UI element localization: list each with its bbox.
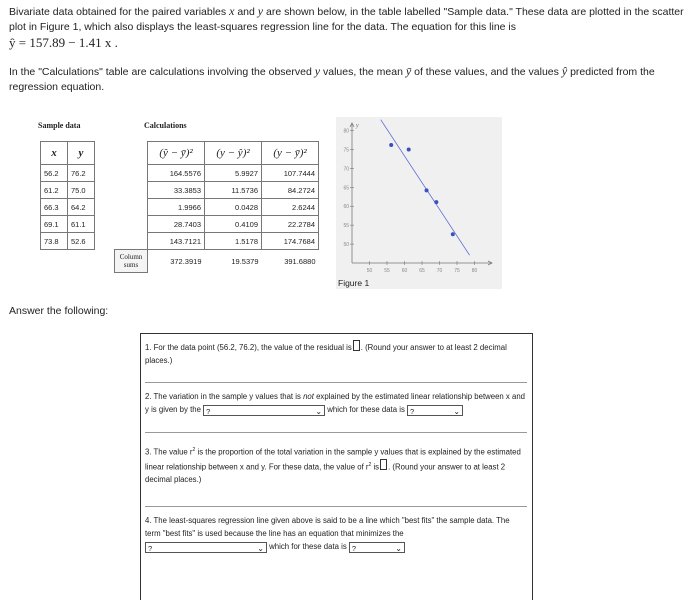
y-tick-label: 50 [343,242,349,249]
y-tick-label: 70 [343,166,349,173]
y-tick-label: 60 [343,204,349,211]
para2-y: y [314,64,321,78]
cell: 73.8 [41,233,68,250]
chevron-down-icon: ⌄ [395,544,402,553]
cell: 11.5736 [205,182,262,199]
x-tick-label: 60 [401,268,408,274]
cell: 66.3 [41,199,68,216]
cell: 143.7121 [148,233,205,250]
table-row [115,182,319,199]
y-tick-label: 65 [343,185,349,192]
figure-caption: Figure 1 [338,278,370,288]
column-sums-label: Column sums [115,250,148,273]
divider [145,432,527,433]
x-tick-label: 50 [366,268,373,274]
sample-data-title: Sample data [38,121,81,130]
divider [145,506,527,507]
table-row [41,165,95,182]
cell: 61.1 [68,216,95,233]
data-point [425,188,429,192]
sample-header-y: y [68,142,95,165]
cell: 69.1 [41,216,68,233]
cell: 64.2 [68,199,95,216]
table-row [41,182,95,199]
x-tick-label: 55 [384,268,390,274]
cell: 1.9966 [148,199,205,216]
cell: 84.2724 [262,182,319,199]
scatter-plot [336,117,502,277]
cell: 0.0428 [205,199,262,216]
cell: 33.3853 [148,182,205,199]
cell: 76.2 [68,165,95,182]
cell: 174.7684 [262,233,319,250]
calc-header-3: (y − ȳ)² [262,142,319,165]
y-axis-label: y [356,123,359,129]
data-point [407,147,411,151]
data-point [434,200,438,204]
cell: 107.7444 [262,165,319,182]
cell: 75.0 [68,182,95,199]
table-row [115,199,319,216]
table-row [41,199,95,216]
sum-cell: 19.5379 [231,256,259,266]
y-tick-label: 75 [343,147,349,154]
sum-cell: 391.6880 [284,256,316,266]
intro-text-1: Bivariate data obtained for the paired variables [9,6,227,18]
x-tick-label: 65 [419,268,425,274]
para2-yhat: ŷ [561,64,568,78]
x-tick-label: 80 [471,268,478,274]
var-y: y [257,4,264,18]
var-x: x [229,4,235,18]
para2-text-1: In the "Calculations" table are calculations involving the observed [9,66,312,78]
table-row [115,216,319,233]
question-3: 3. The value $r^2$ is the proportion of the total variation in the sample y values that is explained by the estimated linear relationship between x and y. For these data, the value of $r^2$ is . (Round your answer to at least 2 decimal places.) [145,447,521,485]
chevron-down-icon: ⌄ [257,544,264,553]
calculations-title: Calculations [144,121,187,130]
x-tick-label: 75 [454,268,460,274]
table-row [41,233,95,250]
q2-value-select[interactable]: ? ⌄ [407,405,463,416]
question-2: 2. The variation in the sample y values that is not explained by the estimated linear relationship between x and y is given by the ? ⌄ which for these data is ? ⌄ [145,392,525,416]
sum-cell: 372.3919 [170,256,202,266]
divider [145,382,527,383]
cell: 28.7403 [148,216,205,233]
spacer [115,142,148,165]
q4-criterion-select[interactable]: ? ⌄ [145,542,267,553]
data-point [389,143,393,147]
sample-header-x: x [41,142,68,165]
para2-text-2: values, the mean [322,66,403,78]
chevron-down-icon: ⌄ [453,407,461,416]
cell: 22.2784 [262,216,319,233]
cell: 1.5178 [205,233,262,250]
table-row [41,216,95,233]
question-4: 4. The least-squares regression line given above is said to be a line which "best fits" the sample data. The term "best fits" is used because the line has an equation that minimizes the ? ⌄ which for these data is ? ⌄ [145,516,510,553]
column-sums-row [115,250,319,273]
cell: 61.2 [41,182,68,199]
question-box [140,333,533,600]
cell: 56.2 [41,165,68,182]
cell: 0.4109 [205,216,262,233]
calculations-table [114,141,319,273]
q4-value-select[interactable]: ? ⌄ [349,542,405,553]
intro-and: and [237,6,255,18]
figure-1-panel [336,117,502,289]
y-tick-label: 55 [343,223,349,230]
intro-text-2: are shown below, in the table labelled "Sample data." These data are plotted in the scatter plot in Figure 1, which also displays the least-squares regression line for the data. The equation for this line is [9,6,684,33]
cell: 2.6244 [262,199,319,216]
calc-header-2: (y − ŷ)² [205,142,262,165]
answer-label: Answer the following: [9,305,109,317]
cell: 52.6 [68,233,95,250]
intro-paragraph [9,4,689,50]
regression-line [381,120,470,256]
calc-header-1: (ŷ − ȳ)² [148,142,205,165]
para2-text-3: of these values, and the values [414,66,559,78]
intro-paragraph-2 [9,64,689,95]
cell: 164.5576 [148,165,205,182]
residual-answer-box[interactable] [353,340,360,351]
para2-text-4: predicted from the regression equation. [9,66,655,93]
q2-measure-select[interactable]: ? ⌄ [203,405,325,416]
table-row [115,233,319,250]
regression-equation: ŷ = 157.89 − 1.41 x . [9,35,118,50]
para2-ybar: ȳ [405,64,412,78]
x-tick-label: 70 [436,268,443,274]
sample-data-table [40,141,95,250]
r-squared-answer-box[interactable] [380,459,387,470]
cell: 5.9927 [205,165,262,182]
question-1: 1. For the data point (56.2, 76.2), the value of the residual is . (Round your answer to at least 2 decimal places.) [145,340,527,367]
table-row [115,165,319,182]
data-point [451,232,455,236]
chevron-down-icon: ⌄ [315,407,323,416]
y-tick-label: 80 [343,128,349,135]
